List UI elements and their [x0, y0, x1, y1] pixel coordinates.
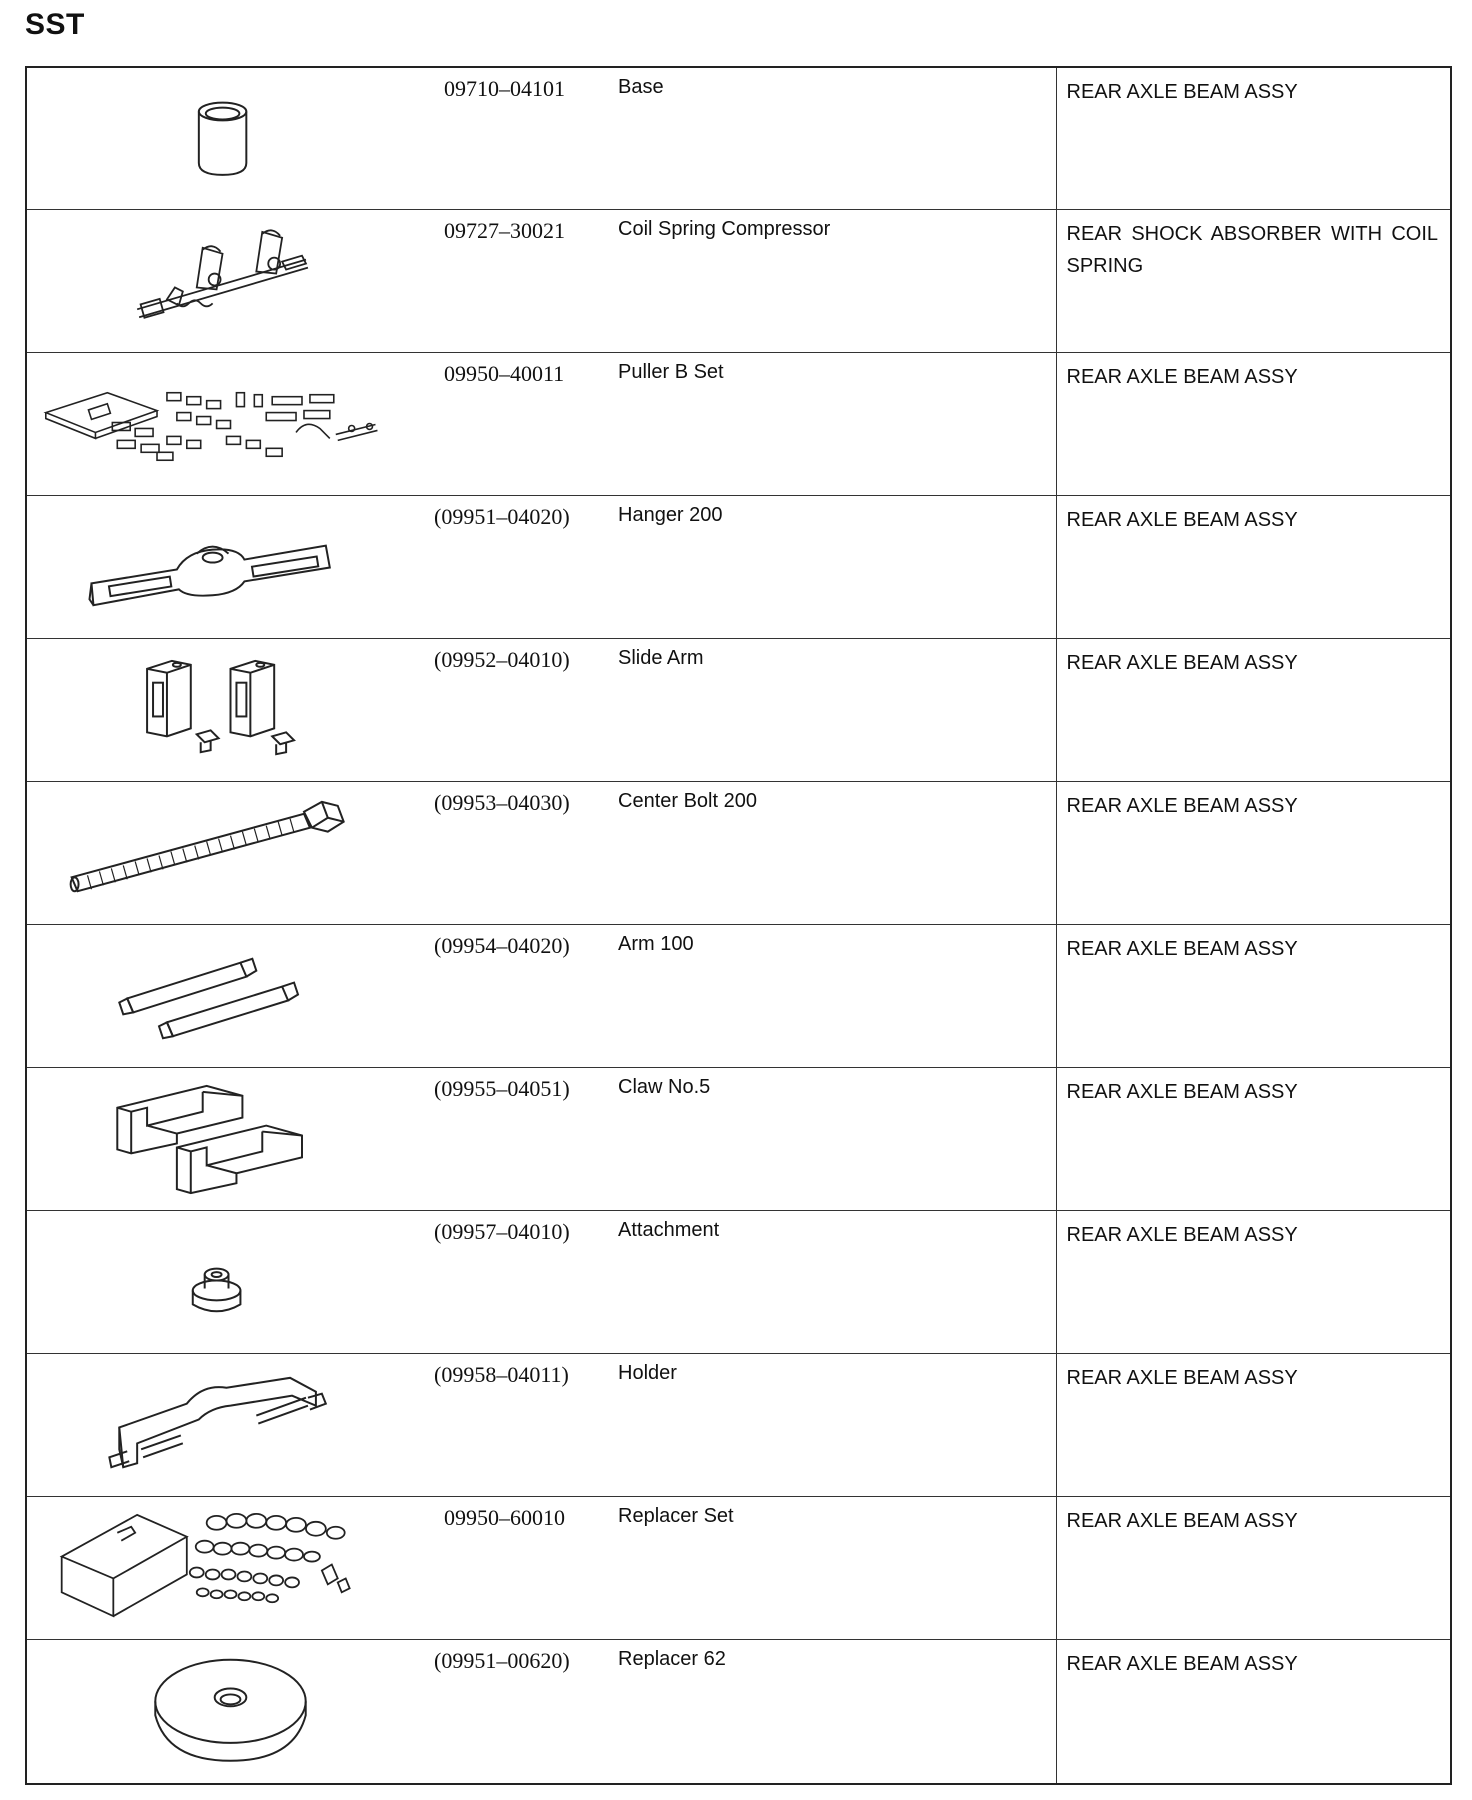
tool-name: Replacer Set [618, 1504, 734, 1527]
tool-name-cell [604, 495, 1056, 638]
part-number: (09955–04051) [434, 1075, 570, 1101]
usage-text: REAR AXLE BEAM ASSY [1066, 1366, 1298, 1389]
part-number: (09951–00620) [434, 1647, 570, 1673]
part-number-cell [434, 1353, 604, 1496]
table-row [26, 1210, 1451, 1353]
usage-cell [1056, 1353, 1451, 1496]
table-row [26, 209, 1451, 352]
usage-cell [1056, 209, 1451, 352]
tool-name: Center Bolt 200 [618, 789, 757, 812]
tool-image-cell [26, 638, 434, 781]
tool-image-cell [26, 352, 434, 495]
part-number-cell [434, 1639, 604, 1784]
arm-icon [27, 925, 434, 1067]
usage-text: REAR AXLE BEAM ASSY [1066, 937, 1298, 960]
sst-table [25, 66, 1452, 1785]
part-number: 09950–60010 [444, 1504, 565, 1530]
tool-name: Holder [618, 1361, 677, 1384]
usage-text: REAR AXLE BEAM ASSY [1066, 81, 1298, 103]
page-title: SST [25, 8, 85, 41]
tool-image-cell [26, 1639, 434, 1784]
claw-icon [27, 1068, 434, 1210]
usage-cell [1056, 781, 1451, 924]
usage-text: REAR AXLE BEAM ASSY [1066, 365, 1298, 388]
usage-cell [1056, 1496, 1451, 1639]
usage-text: REAR AXLE BEAM ASSY [1066, 508, 1298, 531]
usage-text: REAR AXLE BEAM ASSY [1066, 1223, 1298, 1246]
tool-name-cell [604, 352, 1056, 495]
hanger-icon [27, 496, 434, 638]
tool-image-cell [26, 495, 434, 638]
part-number: 09727–30021 [444, 217, 565, 243]
usage-cell [1056, 1067, 1451, 1210]
tool-name-cell [604, 67, 1056, 209]
usage-cell [1056, 495, 1451, 638]
part-number-cell [434, 67, 604, 209]
usage-cell [1056, 1639, 1451, 1784]
tool-name: Puller B Set [618, 360, 724, 383]
tool-image-cell [26, 1067, 434, 1210]
tool-image-cell [26, 1210, 434, 1353]
table-row [26, 1496, 1451, 1639]
usage-text: REAR AXLE BEAM ASSY [1066, 651, 1298, 674]
tool-image-cell [26, 924, 434, 1067]
usage-text: REAR AXLE BEAM ASSY [1066, 1509, 1298, 1532]
base-icon [27, 68, 434, 209]
tool-image-cell [26, 209, 434, 352]
holder-icon [27, 1354, 434, 1496]
usage-cell [1056, 352, 1451, 495]
table-row [26, 781, 1451, 924]
center-bolt-icon [27, 782, 434, 924]
table-row [26, 924, 1451, 1067]
tool-name: Claw No.5 [618, 1075, 711, 1098]
tool-name-cell [604, 924, 1056, 1067]
tool-name: Slide Arm [618, 646, 704, 669]
replacer-set-icon [27, 1497, 434, 1639]
usage-cell [1056, 924, 1451, 1067]
tool-name: Coil Spring Compressor [618, 217, 831, 240]
tool-name-cell [604, 781, 1056, 924]
tool-name: Replacer 62 [618, 1647, 726, 1670]
tool-image-cell [26, 1353, 434, 1496]
part-number: (09954–04020) [434, 932, 570, 958]
tool-name: Base [618, 76, 664, 98]
tool-name-cell [604, 1353, 1056, 1496]
tool-name: Attachment [618, 1218, 720, 1241]
attachment-icon [27, 1211, 434, 1353]
part-number: (09953–04030) [434, 789, 570, 815]
tool-name-cell [604, 1067, 1056, 1210]
coil-spring-compressor-icon [27, 210, 434, 352]
usage-text: REAR AXLE BEAM ASSY [1066, 1652, 1298, 1675]
part-number-cell [434, 352, 604, 495]
part-number-cell [434, 781, 604, 924]
part-number-cell [434, 1067, 604, 1210]
slide-arm-icon [27, 639, 434, 781]
part-number: 09950–40011 [444, 360, 565, 386]
usage-cell [1056, 638, 1451, 781]
tool-image-cell [26, 1496, 434, 1639]
tool-name-cell [604, 638, 1056, 781]
part-number: (09951–04020) [434, 503, 570, 529]
table-row [26, 67, 1451, 209]
table-row [26, 1067, 1451, 1210]
tool-name: Arm 100 [618, 932, 694, 955]
part-number: (09958–04011) [434, 1361, 569, 1387]
usage-cell [1056, 1210, 1451, 1353]
part-number: (09952–04010) [434, 646, 570, 672]
tool-name: Hanger 200 [618, 503, 723, 526]
tool-name-cell [604, 1210, 1056, 1353]
table-row [26, 352, 1451, 495]
part-number-cell [434, 209, 604, 352]
tool-name-cell [604, 1496, 1056, 1639]
tool-image-cell [26, 781, 434, 924]
puller-set-icon [27, 353, 434, 495]
table-row [26, 1639, 1451, 1784]
table-row [26, 1353, 1451, 1496]
part-number-cell [434, 495, 604, 638]
usage-cell [1056, 67, 1451, 209]
replacer-disc-icon [27, 1640, 434, 1784]
part-number-cell [434, 1496, 604, 1639]
part-number: 09710–04101 [444, 76, 565, 101]
part-number-cell [434, 1210, 604, 1353]
tool-name-cell [604, 1639, 1056, 1784]
tool-image-cell [26, 67, 434, 209]
part-number-cell [434, 638, 604, 781]
table-row [26, 495, 1451, 638]
usage-text: REAR AXLE BEAM ASSY [1066, 794, 1298, 817]
tool-name-cell [604, 209, 1056, 352]
usage-text: REAR AXLE BEAM ASSY [1066, 1080, 1298, 1103]
table-row [26, 638, 1451, 781]
part-number: (09957–04010) [434, 1218, 570, 1244]
part-number-cell [434, 924, 604, 1067]
usage-text: REAR SHOCK ABSORBER WITH COIL SPRING [1066, 222, 1438, 277]
